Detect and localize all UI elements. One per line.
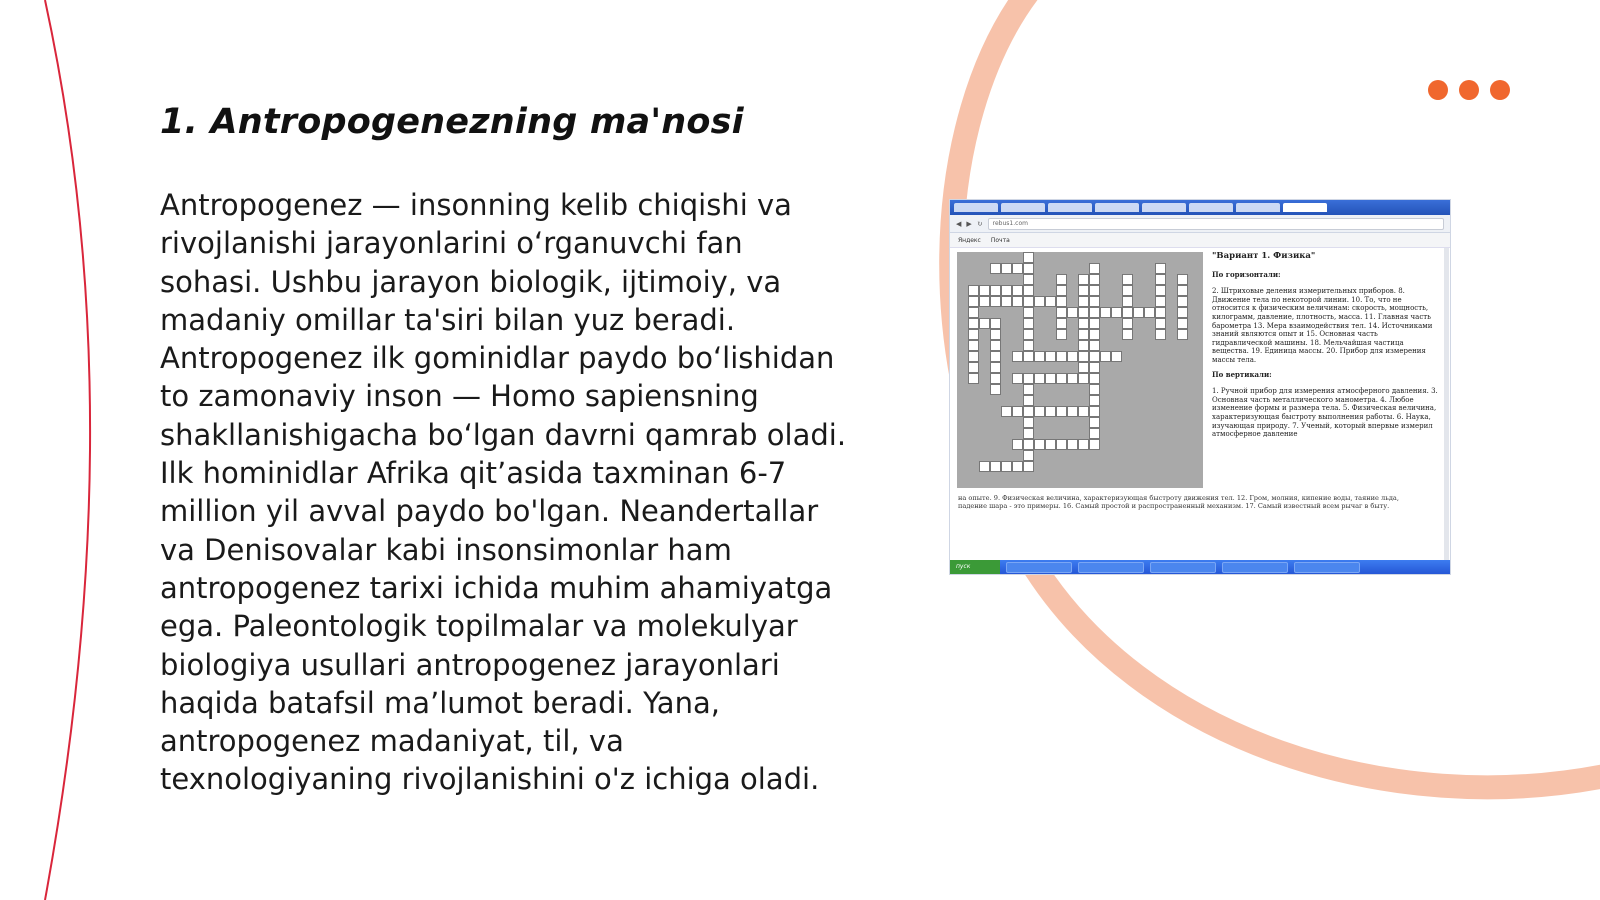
crossword-cell	[1067, 406, 1078, 417]
crossword-cell	[1012, 351, 1023, 362]
crossword-cell	[1089, 307, 1100, 318]
horizontal-clues: 2. Штриховые деления измерительных приборов. 8. Движение тела по некоторой линии. 10. То, что не относится к физическим величинам: скорость, мощность, килограмм, давление, плотность, масса. 11. Главная часть барометра 13. Мера взаимодействия тел. 14. Источниками знаний являются опыт и 15. Основная часть гидравлической машины. 18. Мельчайшая частица вещества. 19. Единица массы. 20. Прибор для измерения массы тела.	[1212, 287, 1433, 364]
dot-3	[1490, 80, 1510, 100]
crossword-cell	[990, 318, 1001, 329]
crossword-cell	[990, 285, 1001, 296]
crossword-cell	[1078, 285, 1089, 296]
crossword-cell	[1089, 428, 1100, 439]
crossword-cell	[1067, 307, 1078, 318]
crossword-cell	[979, 461, 990, 472]
crossword-cell	[1067, 351, 1078, 362]
browser-tab	[1048, 203, 1092, 212]
scrollbar	[1444, 248, 1449, 560]
crossword-cell	[1177, 329, 1188, 340]
crossword-cell	[1056, 351, 1067, 362]
browser-tab-active	[1283, 203, 1327, 212]
crossword-cell	[1056, 296, 1067, 307]
crossword-cell	[1177, 296, 1188, 307]
crossword-cell	[1012, 439, 1023, 450]
crossword-cell	[1023, 417, 1034, 428]
taskbar-item	[1222, 562, 1288, 573]
crossword-bottom-clues: на опыте. 9. Физическая величина, характеризующая быстроту движения тел. 12. Гром, молния, кипение воды, таяние льда, падение шара - это примеры. 16. Самый простой и распространенный механизм. 17. Самый известный всем рычаг в быту.	[958, 494, 1399, 511]
crossword-cell	[968, 373, 979, 384]
crossword-cell	[1023, 395, 1034, 406]
reload-icon: ↻	[976, 219, 983, 228]
slide-title: 1. Antropogenezning ma'nosi	[160, 102, 744, 142]
crossword-cell	[1078, 406, 1089, 417]
crossword-cell	[1012, 461, 1023, 472]
crossword-cell	[1056, 329, 1067, 340]
crossword-cell	[1122, 274, 1133, 285]
crossword-cell	[1078, 439, 1089, 450]
slide-body-text: Antropogenez — insonning kelib chiqishi va rivojlanishi jarayonlarini o‘rganuvchi fan sohasi. Ushbu jarayon biologik, ijtimoiy, va madaniy omillar ta'siri bilan yuz beradi. Antropogenez ilk gominidlar paydo bo‘lishidan to zamonaviy inson — Homo sapiensning shakllanishigacha bo‘lgan davrni qamrab oladi. Ilk hominidlar Afrika qit’asida taxminan 6-7 million yil avval paydo bo'lgan. Neandertallar va Denisovalar kabi insonsimonlar ham antropogenez tarixi ichida muhim ahamiyatga ega. Paleontologik topilmalar va molekulyar biologiya usullari antropogenez jarayonlari haqida batafsil ma’lumot beradi. Yana, antropogenez madaniyat, til, va texnologiyaning rivojlanishini o'z ichiga oladi.	[160, 188, 847, 797]
crossword-cell	[1089, 274, 1100, 285]
crossword-cell	[1012, 406, 1023, 417]
crossword-cell	[1111, 307, 1122, 318]
crossword-cell	[1012, 296, 1023, 307]
crossword-clues	[1212, 252, 1440, 439]
crossword-cell	[1034, 351, 1045, 362]
crossword-cell	[1122, 285, 1133, 296]
crossword-cell	[1089, 406, 1100, 417]
crossword-cell	[1023, 340, 1034, 351]
bookmarks-bar	[950, 233, 1450, 248]
crossword-cell	[1056, 285, 1067, 296]
crossword-cell	[979, 285, 990, 296]
crossword-cell	[968, 362, 979, 373]
crossword-cell	[1155, 318, 1166, 329]
crossword-cell	[1056, 406, 1067, 417]
crossword-cell	[1056, 274, 1067, 285]
crossword-cell	[990, 329, 1001, 340]
taskbar-item	[1294, 562, 1360, 573]
crossword-grid	[957, 252, 1203, 488]
crossword-cell	[1155, 329, 1166, 340]
crossword-cell	[1023, 461, 1034, 472]
crossword-cell	[1089, 351, 1100, 362]
crossword-cell	[990, 373, 1001, 384]
crossword-cell	[1023, 318, 1034, 329]
crossword-cell	[1089, 362, 1100, 373]
decorative-dots	[1428, 80, 1510, 100]
vertical-clues: 1. Ручной прибор для измерения атмосферного давления. 3. Основная часть металлического манометра. 4. Любое изменение формы и размера тела. 5. Физическая величина, характеризующая быстроту выполнения работы. 6. Наука, изучающая природу. 7. Ученый, который впервые измерил атмосферное давление	[1212, 387, 1438, 439]
browser-tab	[1001, 203, 1045, 212]
crossword-cell	[1023, 296, 1034, 307]
crossword-cell	[968, 351, 979, 362]
crossword-cell	[1012, 373, 1023, 384]
crossword-cell	[1001, 263, 1012, 274]
crossword-cell	[1177, 285, 1188, 296]
crossword-cell	[1023, 428, 1034, 439]
crossword-cell	[1001, 285, 1012, 296]
crossword-cell	[990, 340, 1001, 351]
crossword-cell	[968, 318, 979, 329]
crossword-cell	[1177, 307, 1188, 318]
crossword-cell	[1089, 318, 1100, 329]
crossword-cell	[1089, 384, 1100, 395]
browser-tab	[1142, 203, 1186, 212]
crossword-cell	[1089, 373, 1100, 384]
crossword-cell	[1078, 351, 1089, 362]
crossword-cell	[1111, 351, 1122, 362]
crossword-cell	[1023, 406, 1034, 417]
crossword-cell	[1100, 307, 1111, 318]
crossword-cell	[990, 296, 1001, 307]
crossword-cell	[1023, 450, 1034, 461]
browser-tab	[1236, 203, 1280, 212]
crossword-cell	[1034, 406, 1045, 417]
crossword-cell	[1078, 274, 1089, 285]
taskbar-item	[1078, 562, 1144, 573]
crossword-cell	[1023, 274, 1034, 285]
dot-1	[1428, 80, 1448, 100]
crossword-cell	[1023, 263, 1034, 274]
crossword-cell	[968, 296, 979, 307]
crossword-cell	[1067, 373, 1078, 384]
crossword-cell	[1023, 373, 1034, 384]
vertical-label: По вертикали:	[1212, 369, 1272, 379]
crossword-cell	[1089, 329, 1100, 340]
forward-icon: ▶	[966, 219, 972, 228]
crossword-cell	[1177, 318, 1188, 329]
bookmark-mail: Почта	[990, 236, 1010, 244]
crossword-cell	[1177, 274, 1188, 285]
crossword-cell	[1089, 340, 1100, 351]
crossword-cell	[1155, 274, 1166, 285]
crossword-cell	[1155, 307, 1166, 318]
taskbar	[950, 560, 1450, 574]
crossword-cell	[990, 263, 1001, 274]
crossword-cell	[1078, 362, 1089, 373]
crossword-cell	[1089, 263, 1100, 274]
crossword-cell	[1078, 318, 1089, 329]
crossword-cell	[1089, 395, 1100, 406]
crossword-cell	[1023, 329, 1034, 340]
crossword-cell	[1023, 439, 1034, 450]
crossword-cell	[1078, 340, 1089, 351]
crossword-cell	[1045, 439, 1056, 450]
back-icon: ◀	[956, 219, 962, 228]
crossword-cell	[1034, 373, 1045, 384]
crossword-cell	[1034, 439, 1045, 450]
crossword-cell	[1089, 439, 1100, 450]
crossword-cell	[1133, 307, 1144, 318]
crossword-cell	[1122, 296, 1133, 307]
crossword-cell	[1023, 252, 1034, 263]
crossword-cell	[990, 351, 1001, 362]
crossword-cell	[1155, 285, 1166, 296]
crossword-cell	[1122, 307, 1133, 318]
crossword-cell	[1012, 285, 1023, 296]
crossword-heading: "Вариант 1. Физика"	[1212, 251, 1316, 261]
crossword-cell	[990, 384, 1001, 395]
crossword-cell	[1012, 263, 1023, 274]
crossword-cell	[1122, 329, 1133, 340]
taskbar-item	[1150, 562, 1216, 573]
crossword-cell	[1056, 373, 1067, 384]
crossword-cell	[1067, 439, 1078, 450]
crossword-cell	[1056, 439, 1067, 450]
crossword-cell	[1078, 329, 1089, 340]
crossword-cell	[1155, 296, 1166, 307]
crossword-cell	[1023, 285, 1034, 296]
crossword-cell	[1100, 351, 1111, 362]
crossword-cell	[1023, 307, 1034, 318]
start-button: пуск	[950, 560, 1000, 574]
crossword-cell	[968, 307, 979, 318]
browser-tab	[954, 203, 998, 212]
browser-tab	[1189, 203, 1233, 212]
crossword-page	[950, 248, 1450, 560]
crossword-cell	[1122, 318, 1133, 329]
browser-tab	[1095, 203, 1139, 212]
crossword-cell	[1078, 373, 1089, 384]
dot-2	[1459, 80, 1479, 100]
crossword-cell	[1078, 307, 1089, 318]
horizontal-label: По горизонтали:	[1212, 269, 1281, 279]
crossword-cell	[968, 285, 979, 296]
crossword-cell	[990, 362, 1001, 373]
crossword-cell	[1001, 406, 1012, 417]
crossword-cell	[1045, 406, 1056, 417]
crossword-cell	[990, 461, 1001, 472]
crossword-cell	[1045, 296, 1056, 307]
crossword-cell	[1078, 296, 1089, 307]
crossword-cell	[979, 318, 990, 329]
crossword-cell	[1001, 461, 1012, 472]
crossword-cell	[1089, 296, 1100, 307]
crossword-cell	[1155, 263, 1166, 274]
taskbar-item	[1006, 562, 1072, 573]
bookmark-yandex: Яндекс	[958, 236, 981, 244]
crossword-screenshot-image	[950, 200, 1450, 574]
crossword-cell	[1056, 318, 1067, 329]
crossword-cell	[968, 329, 979, 340]
crossword-cell	[1045, 351, 1056, 362]
crossword-cell	[968, 340, 979, 351]
crossword-cell	[1001, 296, 1012, 307]
browser-address-bar	[950, 215, 1450, 233]
address-field: rebus1.com	[988, 218, 1444, 230]
crossword-cell	[1045, 373, 1056, 384]
crossword-cell	[1144, 307, 1155, 318]
crossword-cell	[1056, 307, 1067, 318]
crossword-cell	[979, 296, 990, 307]
crossword-cell	[1089, 285, 1100, 296]
crossword-cell	[1023, 384, 1034, 395]
crossword-cell	[1089, 417, 1100, 428]
crossword-cell	[1034, 296, 1045, 307]
left-red-curve	[45, 0, 90, 900]
crossword-cell	[1023, 351, 1034, 362]
browser-tab-bar	[950, 200, 1450, 215]
